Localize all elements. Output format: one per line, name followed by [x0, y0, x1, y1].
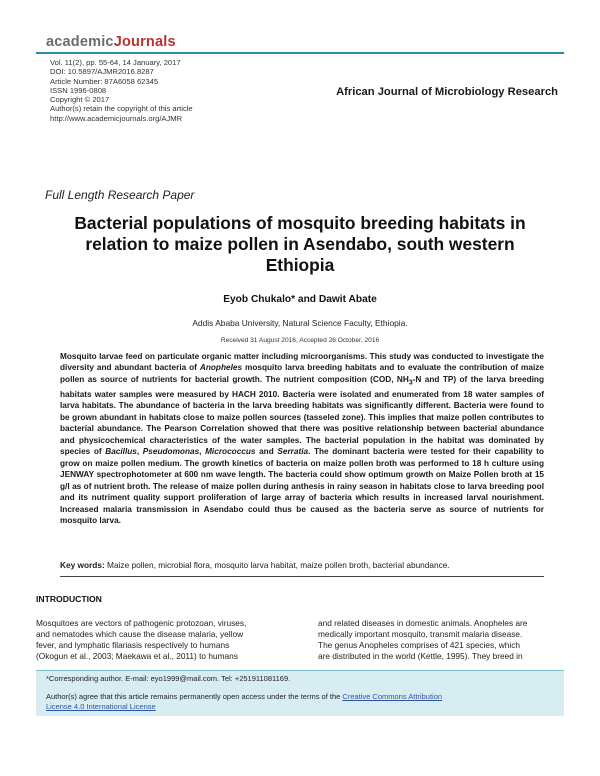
intro-line: medically important mosquito, transmit malaria disease. [318, 629, 523, 640]
title-line: Bacterial populations of mosquito breeding habitats in [74, 213, 526, 233]
title-line: Ethiopia [265, 255, 335, 275]
abstract-italic-serratia: Serratia [277, 447, 309, 457]
authors: Eyob Chukalo* and Dawit Abate [223, 294, 377, 305]
journal-info-bar [36, 52, 564, 134]
abstract-italic-bacillus: Bacillus [105, 447, 137, 457]
logo-text-journals: Journals [113, 34, 176, 50]
meta-article-number: Article Number: 87A6058 62345 [50, 76, 159, 86]
corresponding-author: *Corresponding author. E-mail: eyo1999@mail.com. Tel: +251911081169. [46, 674, 291, 683]
abstract-text: mosquito larva breeding habitats and to evaluate the contribution of maize pollen as source of nutrients for bacterial growth. The nutrient composition (COD, NH [60, 363, 544, 384]
abstract-text: -N and TP) of the larva breeding habitats water samples were measured by HACH 2010. Bacteria were isolated and enumerated from 18 water samples of larva habitats. The abundance of bacteria in the larva breeding habitats was significantly different. Bacteria were found to be grown abundant in habitats close to maize pollen sources (tasseled zone). This implies that maize pollen contributes to bacterial abundance. The Pearson Correlation showed that there was positive relationship between bacterial abundance and physicochemical characteristics of the water samples. The bacterial population in the habitat was dominated by species of [60, 374, 544, 457]
intro-line: and related diseases in domestic animals. Anopheles are [318, 618, 528, 628]
abstract-italic-pseudomonas: Pseudomonas [142, 447, 200, 457]
footnote-box [36, 670, 564, 716]
abstract-subscript: 3 [408, 379, 413, 387]
keywords [60, 560, 544, 571]
logo-text-academic: academic [46, 34, 114, 50]
abstract-italic-micrococcus: Micrococcus [205, 447, 256, 457]
abstract-text: and [255, 447, 278, 457]
intro-line: The genus Anopheles comprises of 421 species, which [318, 640, 521, 651]
intro-line: and nematodes which cause the disease malaria, yellow [36, 629, 244, 640]
meta-copyright: Copyright © 2017 [50, 95, 110, 105]
introduction-heading: INTRODUCTION [36, 594, 102, 604]
meta-issn: ISSN 1996-0808 [50, 85, 107, 95]
license-text: Author(s) agree that this article remains permanently open access under the terms of the [46, 692, 343, 701]
paper-type: Full Length Research Paper [45, 188, 195, 202]
article-meta [50, 58, 193, 123]
intro-line: (Okogun et al., 2003; Maekawa et al., 2011) to humans [36, 651, 238, 662]
license-link-continued[interactable]: License 4.0 International License [46, 702, 156, 711]
journal-name: African Journal of Microbiology Research [336, 86, 558, 98]
intro-line: fever, and lymphatic filariasis respectively to humans [36, 640, 230, 651]
paper-title [40, 213, 560, 276]
abstract-italic-anopheles: Anopheles [199, 363, 243, 373]
abstract-text: . The dominant bacteria were tested for their capability to grow on maize pollen medium. The growth kinetics of bacteria on maize pollen broth was performed to 18 h culture using JENWAY spectrophotometer at 600 nm wave length. The bacteria could show optimum growth on Maize Pollen broth at 15 g/l as of nutrient broth. The release of maize pollen during anthesis in rainy season in habitats close to larva breeding pool and its nutriment quality support proliferation of large array of bacteria which results in increased larval nourishment. Increased malaria transmission in Asendabo could thus be caused as the bacteria serve as source of nutrients for mosquito larva. [60, 447, 544, 525]
meta-volume: Vol. 11(2), pp. 55-64, 14 January, 2017 [50, 58, 181, 67]
section-divider [60, 576, 544, 577]
abstract-text: , [199, 447, 206, 457]
intro-column-left [36, 618, 282, 662]
intro-line: are distributed in the world (Kettle, 1995). They breed in [318, 651, 523, 662]
affiliation: Addis Ababa University, Natural Science Faculty, Ethiopia. [192, 318, 408, 328]
license-link[interactable]: Creative Commons Attribution [342, 692, 443, 701]
abstract-text: , [136, 447, 143, 457]
title-line: relation to maize pollen in Asendabo, south western [85, 234, 515, 254]
abstract-text: Mosquito larvae feed on particulate organic matter including microorganisms. This study was conducted to investigate the diversity and abundant bacteria of [60, 352, 544, 373]
received-accepted-dates: Received 31 August 2016, Accepted 26 October, 2016 [220, 337, 380, 344]
intro-column-right [318, 618, 564, 662]
intro-line: Mosquitoes are vectors of pathogenic protozoan, viruses, [36, 618, 247, 628]
keywords-text: Maize pollen, microbial flora, mosquito larva habitat, maize pollen broth, bacterial abundance. [107, 560, 450, 570]
meta-rights: Author(s) retain the copyright of this article [50, 104, 193, 114]
meta-url[interactable]: http://www.academicjournals.org/AJMR [50, 113, 183, 123]
license-statement [46, 692, 554, 702]
abstract [60, 351, 544, 526]
meta-doi: DOI: 10.5897/AJMR2016.8287 [50, 67, 154, 77]
keywords-label: Key words: [60, 560, 105, 570]
publisher-logo [46, 34, 176, 50]
